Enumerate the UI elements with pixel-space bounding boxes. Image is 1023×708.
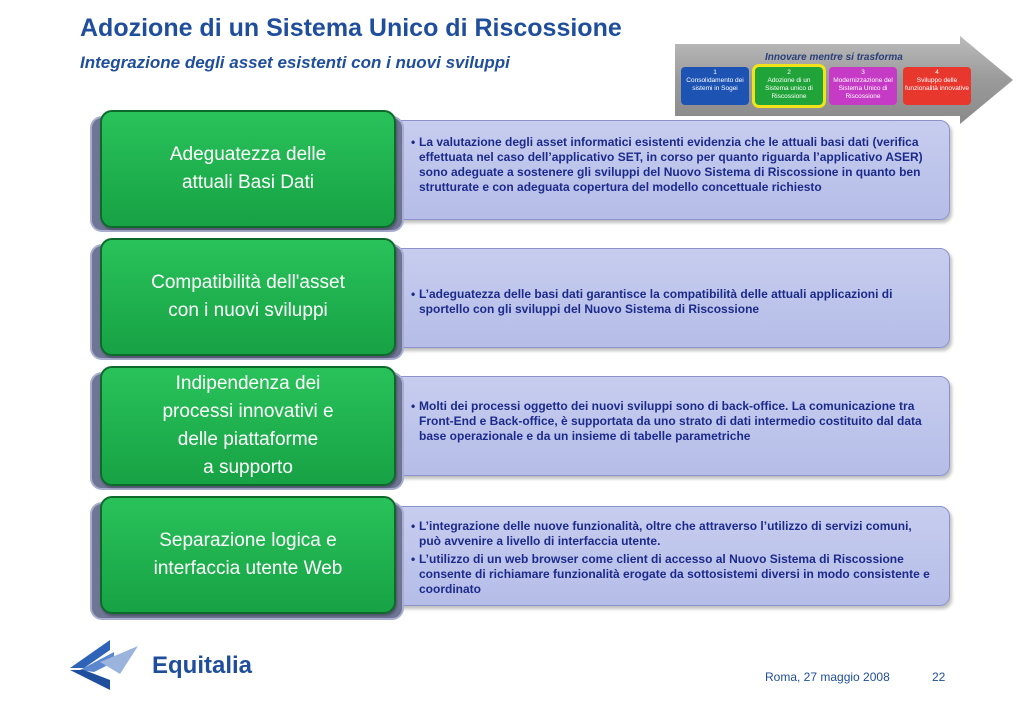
row-2-bullet-1: • L’adeguatezza delle basi dati garantisce la compatibilità delle attuali applicazioni di sportello con gli sviluppi del Nuovo Sistema di Riscossione [391, 287, 937, 317]
phase-3 [829, 67, 897, 105]
row-3-detail-panel [390, 376, 950, 476]
phase-3-label: Modernizzazione del Sistema Unico di Riscossione [833, 77, 893, 100]
row-4-detail-panel [390, 506, 950, 606]
row-1-bullet-1: • La valutazione degli asset informatici esistenti evidenzia che le attuali basi dati (verifica effettuata nel caso dell’applicativo SET, in corso per quanto riguarda l’applicativo ASER) sono adeguate a sostenere gli sviluppi del Nuovo Sistema di Riscossione in quanto ben strutturate e con adeguata copertura del modello concettuale richiesto [391, 135, 937, 195]
row-1-heading-box [100, 110, 396, 228]
row-4-heading-line-2: interfaccia utente Web [153, 558, 343, 579]
row-3-heading-line-4: a supporto [203, 457, 293, 478]
row-2-detail-panel [390, 248, 950, 348]
phase-1-label: Consolidamento dei sistemi in Sogei [686, 77, 744, 92]
row-2-heading-box [100, 238, 396, 356]
row-1-bullets [391, 135, 949, 195]
row-2-bullets [391, 287, 949, 317]
phase-4-number: 4 [935, 69, 939, 76]
row-4-heading-box [100, 496, 396, 614]
equitalia-logo [70, 640, 270, 690]
phase-1-number: 1 [713, 69, 717, 76]
row-3-heading-line-1: Indipendenza dei [175, 373, 321, 394]
row-3-heading-box [100, 366, 396, 486]
footer-date: Roma, 27 maggio 2008 [765, 670, 890, 684]
logo-text: Equitalia [152, 652, 253, 679]
row-compatibilita [90, 238, 950, 358]
row-4-heading-line-1: Separazione logica e [159, 530, 337, 551]
row-adeguatezza [90, 110, 950, 230]
row-2-heading-line-1: Compatibilità dell'asset [151, 272, 345, 293]
row-3-bullet-1: • Molti dei processi oggetto dei nuovi sviluppi sono di back-office. La comunicazione tra Front-End e Back-office, è supportata da uno strato di dati intermedio costituito dal data base operazionale e da un insieme di tabelle parametriche [391, 399, 937, 444]
row-4-bullet-2: • L’utilizzo di un web browser come client di accesso al Nuovo Sistema di Riscossione consente di richiamare funzionalità erogate da sottosistemi diversi in modo consistente e coordinato [391, 552, 937, 597]
page-title: Adozione di un Sistema Unico di Riscossione [80, 14, 622, 42]
row-3-heading-line-3: delle piattaforme [177, 429, 319, 450]
row-separazione [90, 496, 950, 618]
row-1-heading-line-2: attuali Basi Dati [181, 172, 314, 193]
row-1-heading-line-1: Adeguatezza delle [169, 144, 327, 165]
phase-2-label: Adozione di un Sistema unico di Riscossione [765, 77, 813, 100]
row-indipendenza [90, 366, 950, 488]
row-4-bullet-1: • L’integrazione delle nuove funzionalità, oltre che attraverso l’utilizzo di servizi comuni, può avvenire a livello di interfaccia utente. [391, 519, 937, 549]
row-2-heading-line-2: con i nuovi sviluppi [168, 300, 328, 321]
row-3-heading-line-2: processi innovativi e [162, 401, 334, 422]
phase-4 [903, 67, 971, 105]
equitalia-e-icon [70, 640, 142, 690]
page-subtitle: Integrazione degli asset esistenti con i nuovi sviluppi [80, 53, 510, 72]
roadmap-caption: Innovare mentre si trasforma [765, 52, 903, 63]
phase-1 [681, 67, 749, 105]
phase-3-number: 3 [861, 69, 865, 76]
phase-2 [755, 67, 823, 105]
phase-2-number: 2 [787, 69, 791, 76]
row-3-bullets [391, 399, 949, 444]
row-1-detail-panel [390, 120, 950, 220]
page-number: 22 [932, 670, 946, 684]
phase-4-label: Sviluppo delle funzionalità innovative [905, 77, 969, 92]
row-4-bullets [391, 519, 949, 597]
